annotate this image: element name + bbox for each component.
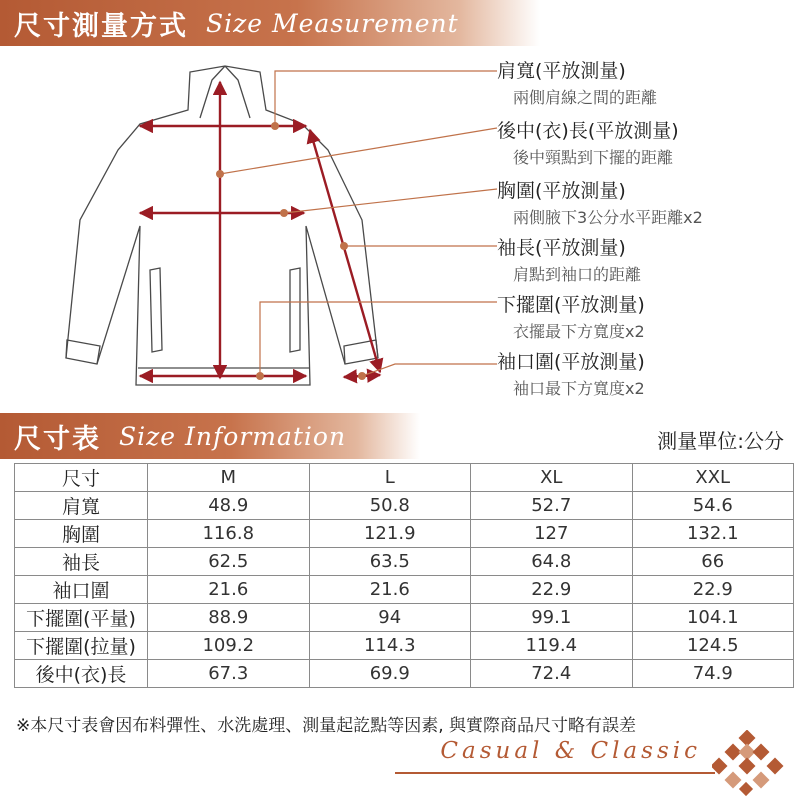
header-cell: L <box>309 464 471 492</box>
callout-desc: 衣擺最下方寬度x2 <box>513 322 645 341</box>
diamond-logo-icon <box>712 730 784 798</box>
sleeve-measure-line <box>310 130 380 372</box>
table-cell: 72.4 <box>471 660 633 688</box>
callout-desc: 肩點到袖口的距離 <box>513 265 642 284</box>
connector-dots <box>216 122 366 380</box>
callout-sleeve <box>497 233 641 285</box>
callout-desc: 袖口最下方寬度x2 <box>513 379 645 398</box>
row-label: 袖口圍 <box>15 576 148 604</box>
connector-lines <box>220 71 497 376</box>
table-cell: 22.9 <box>471 576 633 604</box>
table-cell: 22.9 <box>632 576 794 604</box>
table-row <box>15 576 794 604</box>
table-cell: 99.1 <box>471 604 633 632</box>
callout-title: 下擺圍(平放測量) <box>497 294 645 316</box>
callout-length <box>497 116 679 168</box>
callout-desc: 後中頸點到下擺的距離 <box>513 148 674 167</box>
callout-title: 後中(衣)長(平放測量) <box>497 120 679 142</box>
table-cell: 127 <box>471 520 633 548</box>
table-cell: 69.9 <box>309 660 471 688</box>
size-table <box>14 463 794 688</box>
table-cell: 21.6 <box>309 576 471 604</box>
table-cell: 21.6 <box>148 576 310 604</box>
table-cell: 104.1 <box>632 604 794 632</box>
table-cell: 62.5 <box>148 548 310 576</box>
table-header-row <box>15 464 794 492</box>
jacket-diagram <box>0 46 500 411</box>
callout-hem <box>497 290 645 342</box>
table-cell: 119.4 <box>471 632 633 660</box>
table-cell: 48.9 <box>148 492 310 520</box>
table-cell: 54.6 <box>632 492 794 520</box>
row-label: 肩寬 <box>15 492 148 520</box>
table-row <box>15 632 794 660</box>
callout-title: 肩寬(平放測量) <box>497 60 626 82</box>
table-cell: 52.7 <box>471 492 633 520</box>
table-cell: 64.8 <box>471 548 633 576</box>
table-cell: 88.9 <box>148 604 310 632</box>
callout-title: 胸圍(平放測量) <box>497 180 626 202</box>
table-row <box>15 492 794 520</box>
size-info-title-en: Size Information <box>119 421 347 451</box>
callout-title: 袖口圍(平放測量) <box>497 351 645 373</box>
table-cell: 63.5 <box>309 548 471 576</box>
callout-shoulder <box>497 56 657 108</box>
row-label: 下擺圍(平量) <box>15 604 148 632</box>
callout-cuff <box>497 347 645 399</box>
table-cell: 50.8 <box>309 492 471 520</box>
table-row <box>15 660 794 688</box>
jacket-outline <box>66 66 378 385</box>
brand-tagline <box>395 738 715 774</box>
callout-desc: 兩側腋下3公分水平距離x2 <box>513 208 703 227</box>
header-cell: XXL <box>632 464 794 492</box>
unit-note: 測量單位:公分 <box>657 429 784 453</box>
table-cell: 116.8 <box>148 520 310 548</box>
disclaimer-note: ※本尺寸表會因布料彈性、水洗處理、測量起訖點等因素, 與實際商品尺寸略有誤差 <box>16 716 637 736</box>
table-cell: 132.1 <box>632 520 794 548</box>
table-cell: 94 <box>309 604 471 632</box>
table-cell: 109.2 <box>148 632 310 660</box>
measurement-title: 尺寸測量方式 <box>14 10 188 42</box>
row-label: 下擺圍(拉量) <box>15 632 148 660</box>
table-cell: 114.3 <box>309 632 471 660</box>
callout-desc: 兩側肩線之間的距離 <box>513 88 658 107</box>
table-row <box>15 604 794 632</box>
row-label: 胸圍 <box>15 520 148 548</box>
callout-title: 袖長(平放測量) <box>497 237 626 259</box>
callout-chest <box>497 176 703 228</box>
table-cell: 121.9 <box>309 520 471 548</box>
size-info-title: 尺寸表 <box>14 423 101 455</box>
measurement-banner <box>0 0 540 46</box>
brand-text: Casual & Classic <box>440 738 701 764</box>
row-label: 袖長 <box>15 548 148 576</box>
table-cell: 124.5 <box>632 632 794 660</box>
header-cell: XL <box>471 464 633 492</box>
header-cell: M <box>148 464 310 492</box>
table-cell: 66 <box>632 548 794 576</box>
size-info-banner <box>0 413 420 459</box>
measurement-title-en: Size Measurement <box>206 8 459 38</box>
header-cell: 尺寸 <box>15 464 148 492</box>
table-row <box>15 548 794 576</box>
table-row <box>15 520 794 548</box>
table-cell: 67.3 <box>148 660 310 688</box>
table-cell: 74.9 <box>632 660 794 688</box>
row-label: 後中(衣)長 <box>15 660 148 688</box>
